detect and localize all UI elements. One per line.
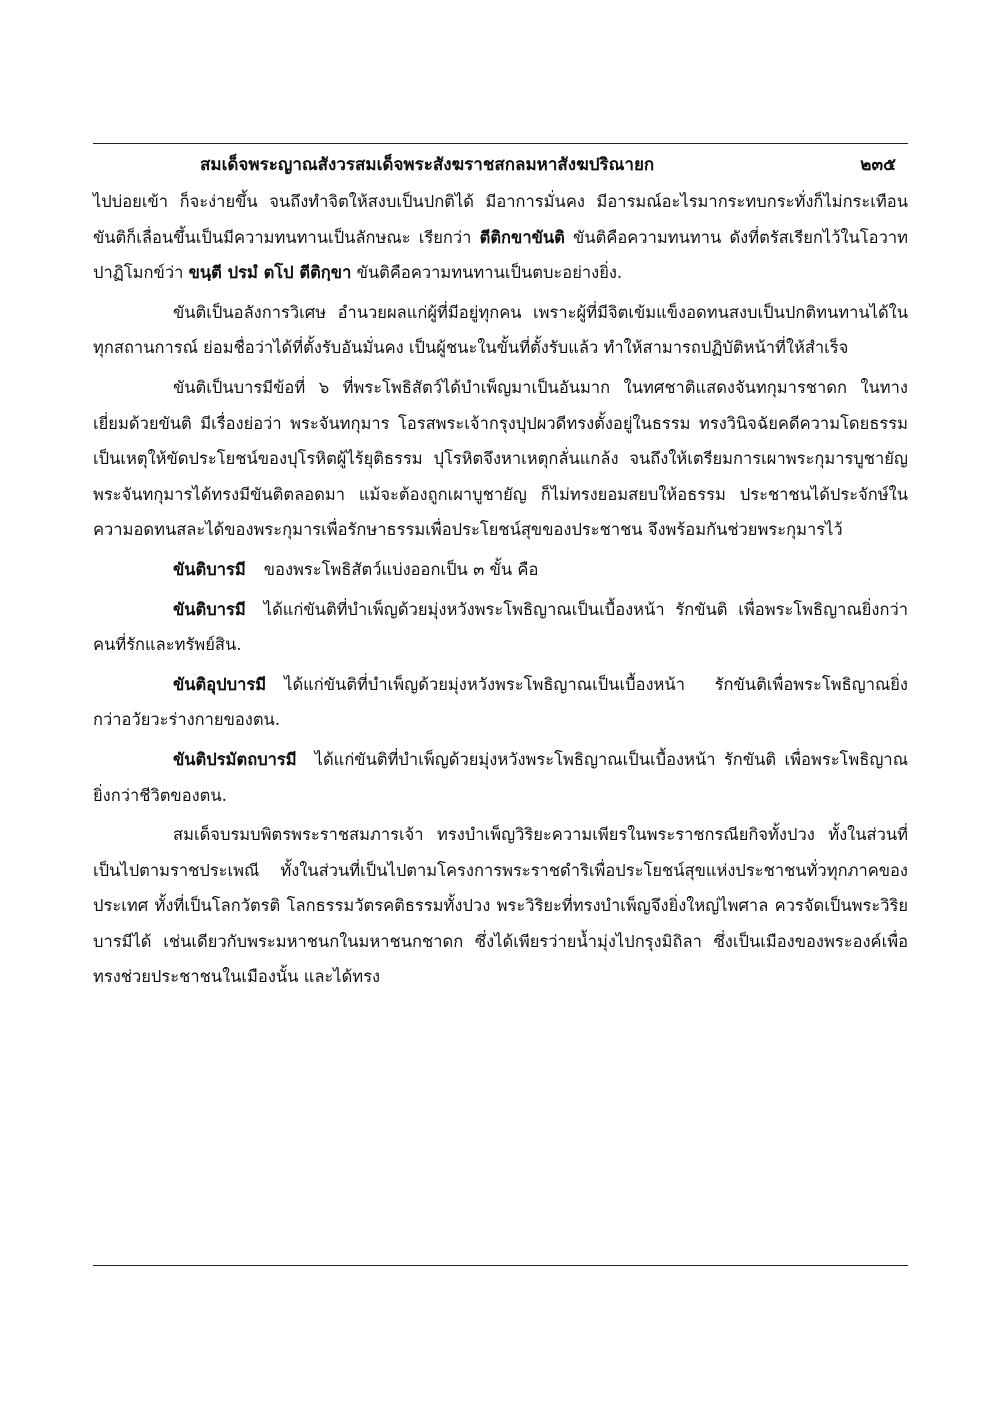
paragraph-7	[93, 742, 908, 813]
paragraph-1-text-c: ขันติคือความทนทาน ดังที่ตรัสเรียกไว้ในโอวาทปาฏิโมกข์ว่า	[93, 227, 908, 283]
paragraph-5-text: ได้แก่ขันติที่บำเพ็ญด้วยมุ่งหวังพระโพธิญาณเป็นเบื้องหน้า รักขันติ เพื่อพระโพธิญาณยิ่งกว่าคนที่รักและทรัพย์สิน.	[93, 599, 908, 655]
paragraph-2: ขันติเป็นอลังการวิเศษ อำนวยผลแก่ผู้ที่มีอยู่ทุกคน เพราะผู้ที่มีจิตเข้มแข็งอดทนสงบเป็นปกติทนทานได้ในทุกสถานการณ์ ย่อมชื่อว่าได้ที่ตั้งรับอันมั่นคง เป็นผู้ชนะในขั้นที่ตั้งรับแล้ว ทำให้สามารถปฏิบัติหน้าที่ให้สำเร็จ	[93, 302, 908, 358]
paragraph-6-text: ได้แก่ขันติที่บำเพ็ญด้วยมุ่งหวังพระโพธิญาณเป็นเบื้องหน้า รักขันติเพื่อพระโพธิญาณยิ่งกว่าอวัยวะร่างกายของตน.	[93, 674, 908, 730]
paragraph-1-text-a: ไปบ่อยเข้า ก็จะง่ายขึ้น จนถึงทำจิตให้สงบเป็นปกติได้ มีอาการมั่นคง มีอารมณ์อะไรมากระทบกระทั่งก็ไม่กระเทือน ขันติก็เลื่อนขึ้นเป็นมีความทนทานเป็นลักษณะ เรียกว่า	[93, 192, 908, 247]
running-head-title: สมเด็จพระญาณสังวรสมเด็จพระสังฆราชสกลมหาสังฆปริณายก	[200, 155, 655, 175]
paragraph-6	[93, 667, 908, 738]
page-body	[93, 184, 908, 999]
paragraph-3: ขันติเป็นบารมีข้อที่ ๖ ที่พระโพธิสัตว์ได้บำเพ็ญมาเป็นอันมาก ในทศชาติแสดงจันทกุมารชาดก ในทางเยี่ยมด้วยขันติ มีเรื่องย่อว่า พระจันทกุมาร โอรสพระเจ้ากรุงปุปผวดีทรงตั้งอยู่ในธรรม ทรงวินิจฉัยคดีความโดยธรรม เป็นเหตุให้ขัดประโยชน์ของปุโรหิตผู้ไร้ยุติธรรม ปุโรหิตจึงหาเหตุกลั่นแกล้ง จนถึงให้เตรียมการเผาพระกุมารบูชายัญ พระจันทกุมารได้ทรงมีขันติตลอดมา แม้จะต้องถูกเผาบูชายัญ ก็ไม่ทรงยอมสยบให้อธรรม ประชาชนได้ประจักษ์ในความอดทนสละได้ของพระกุมารเพื่อรักษาธรรมเพื่อประโยชน์สุขของประชาชน จึงพร้อมกันช่วยพระกุมารไว้	[93, 377, 908, 540]
term-khanti-paramattha-barami: ขันติปรมัตถบารมี	[173, 749, 297, 769]
page-number: ๒๓๕	[860, 155, 896, 175]
paragraph-1-text-e: ขันติคือความทนทานเป็นตบะอย่างยิ่ง.	[356, 263, 623, 283]
paragraph-7-text: ได้แก่ขันติที่บำเพ็ญด้วยมุ่งหวังพระโพธิญาณเป็นเบื้องหน้า รักขันติ เพื่อพระโพธิญาณยิ่งกว่าชีวิตของตน.	[93, 749, 908, 805]
paragraph-8: สมเด็จบรมบพิตรพระราชสมภารเจ้า ทรงบำเพ็ญวิริยะความเพียรในพระราชกรณียกิจทั้งปวง ทั้งในส่วนที่เป็นไปตามราชประเพณี ทั้งในส่วนที่เป็นไปตามโครงการพระราชดำริเพื่อประโยชน์สุขแห่งประชาชนทั่วทุกภาคของประเทศ ทั้งที่เป็นโลกวัตรติ โลกธรรมวัตรคติธรรมทั้งปวง พระวิริยะที่ทรงบำเพ็ญจึงยิ่งใหญ่ไพศาล ควรจัดเป็นพระวิริยบารมีได้ เช่นเดียวกับพระมหาชนกในมหาชนกชาดก ซึ่งได้เพียรว่ายน้ำมุ่งไปกรุงมิถิลา ซึ่งเป็นเมืองของพระองค์เพื่อทรงช่วยประชาชนในเมืองนั้น และได้ทรง	[93, 825, 908, 987]
pali-quote: ขนฺตี ปรมํ ตโป ตีติกฺขา	[188, 263, 352, 283]
term-khanti-barami-intro: ขันติบารมี	[173, 559, 246, 579]
paragraph-5	[93, 592, 908, 663]
term-khanti-barami: ขันติบารมี	[173, 599, 246, 619]
running-head	[93, 148, 908, 184]
paragraph-4	[93, 552, 908, 588]
header-top-rule	[93, 143, 908, 144]
paragraph-4-text: ของพระโพธิสัตว์แบ่งออกเป็น ๓ ขั้น คือ	[263, 559, 539, 579]
term-khanti-upabarami: ขันติอุปบารมี	[173, 674, 267, 694]
paragraph-1	[93, 184, 908, 291]
footer-bottom-rule	[93, 1265, 908, 1266]
term-titikkha-khanti: ตีติกขาขันติ	[479, 227, 565, 247]
